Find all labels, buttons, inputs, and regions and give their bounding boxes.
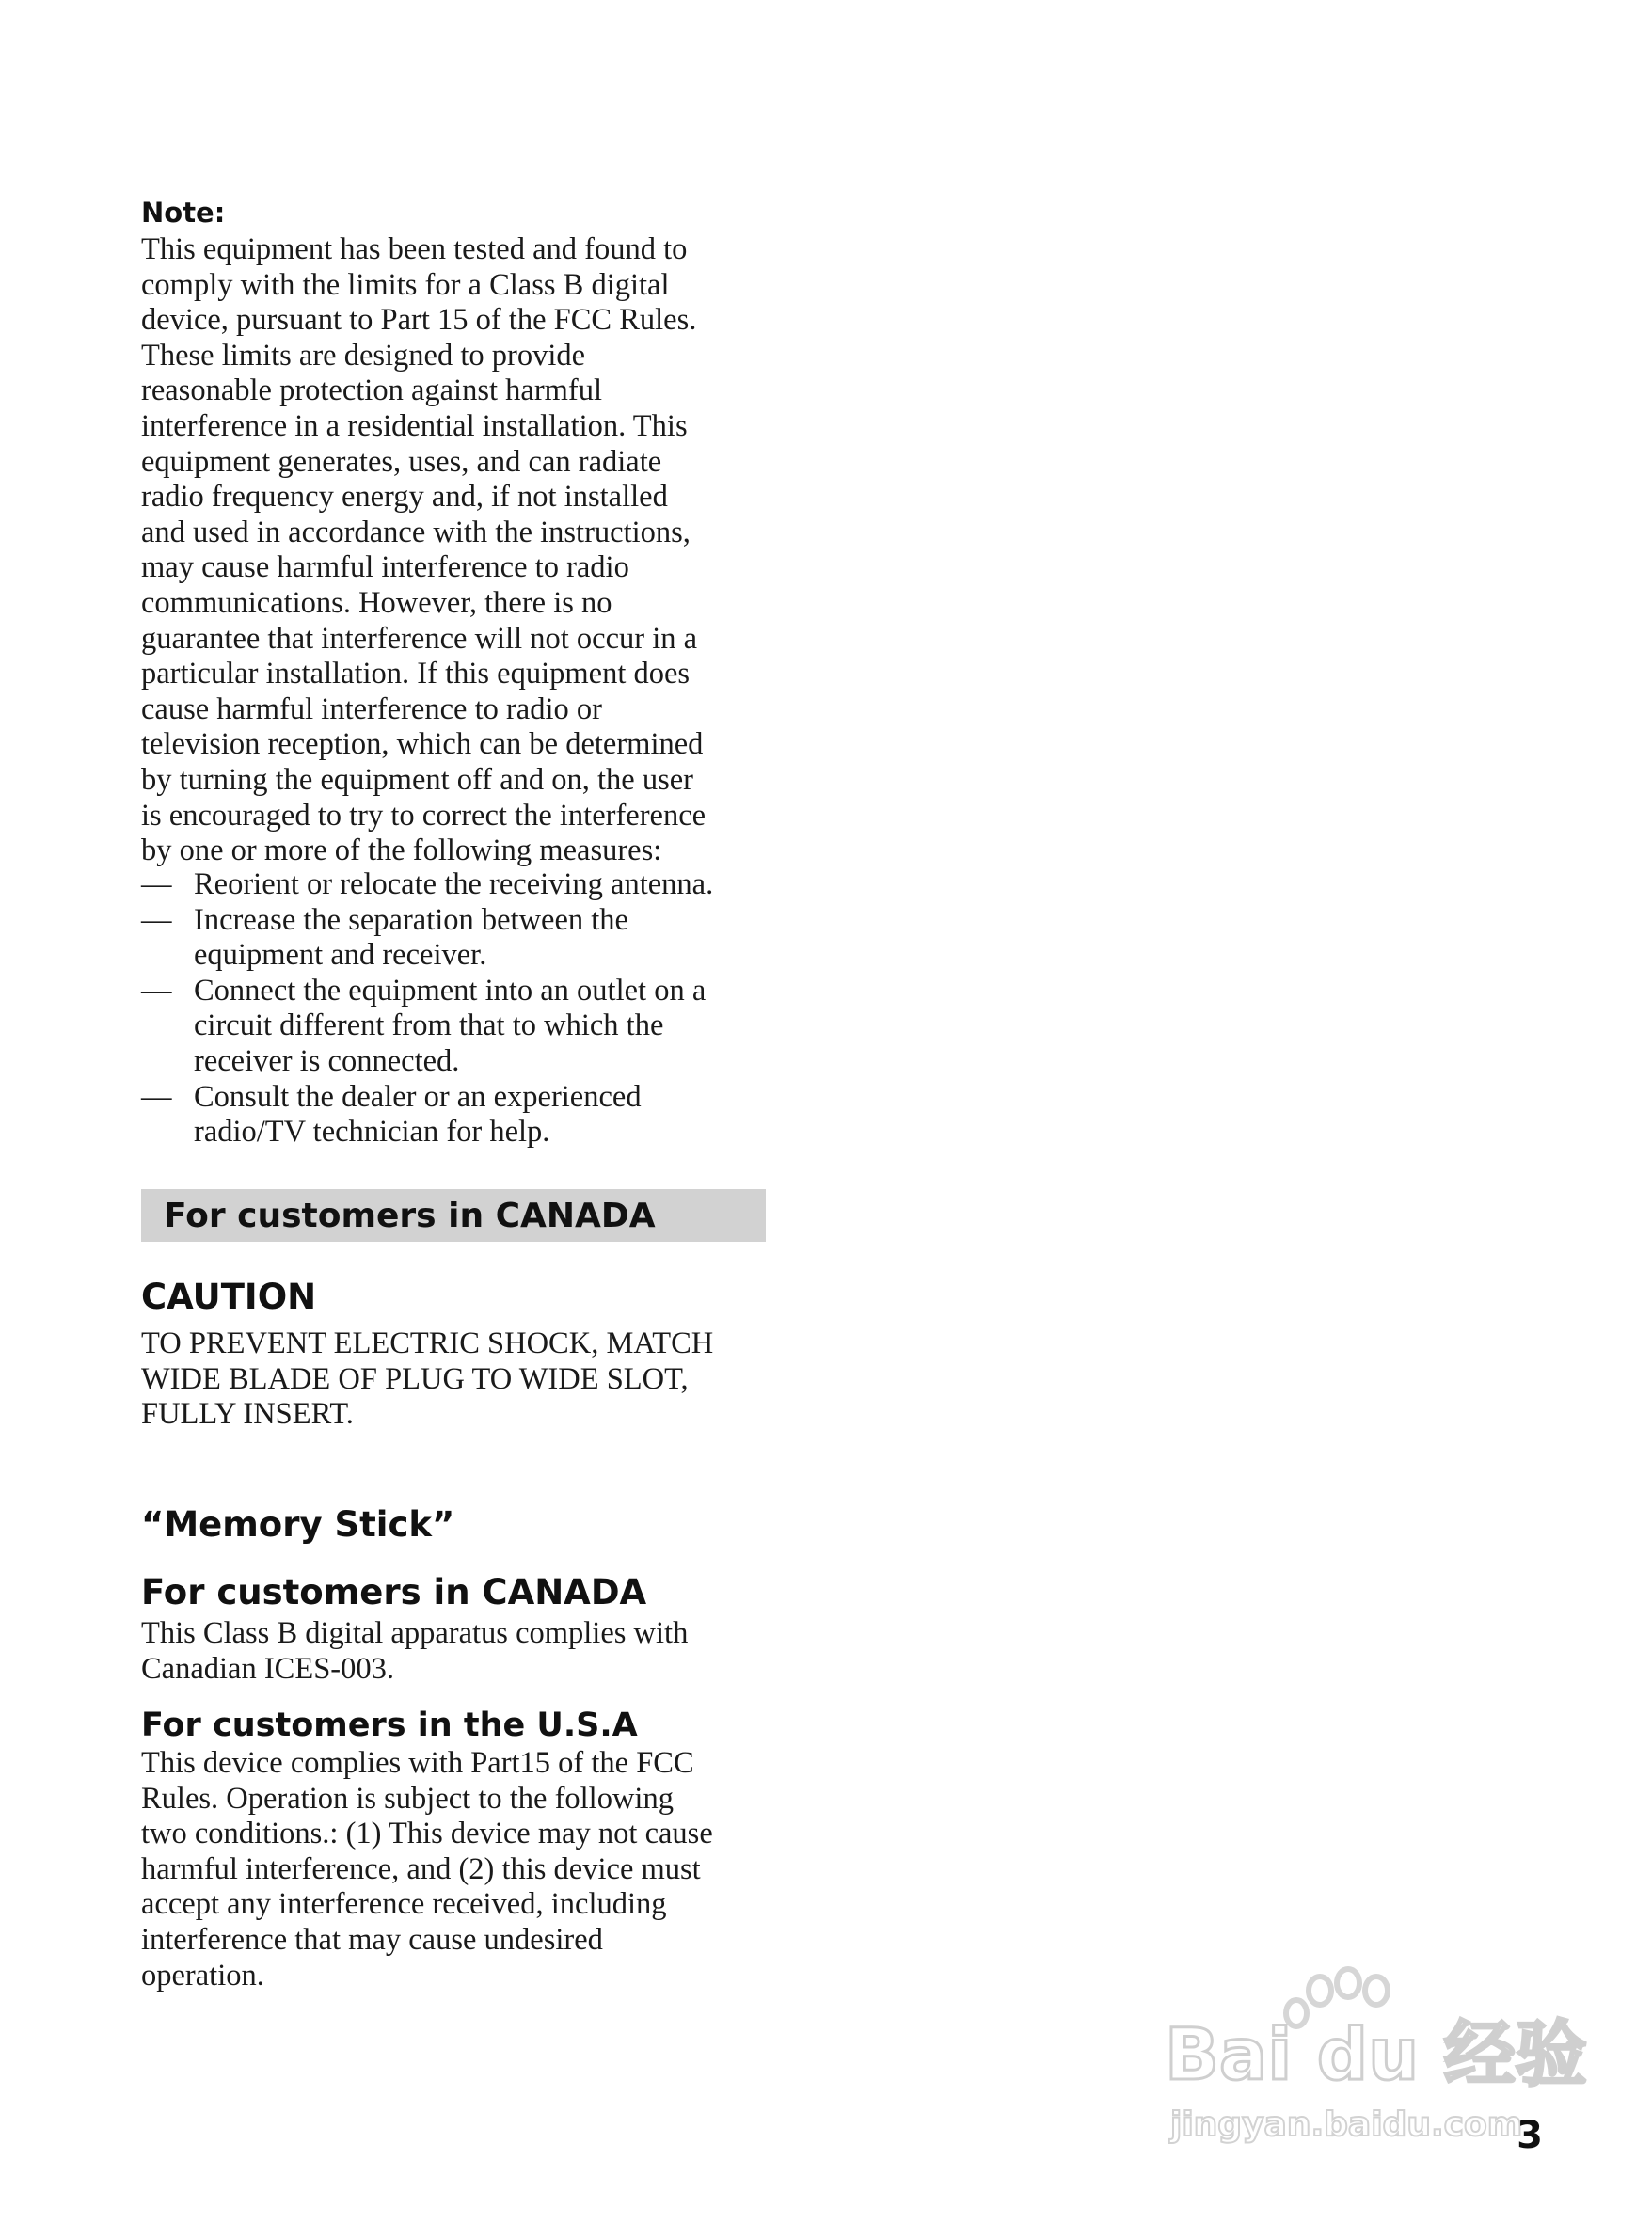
dash-bullet: — (141, 867, 172, 901)
list-item (141, 903, 771, 974)
note-line: cause harmful interference to radio or (141, 691, 602, 726)
canada-line: This Class B digital apparatus complies with (141, 1616, 689, 1650)
baidu-watermark (1155, 1966, 1587, 2157)
note-line: These limits are designed to provide (141, 338, 586, 373)
usa-line: interference that may cause undesired (141, 1922, 603, 1957)
usa-paragraph (141, 1746, 771, 1993)
caution-heading: CAUTION (141, 1277, 317, 1317)
canada-subheading: For customers in CANADA (141, 1572, 647, 1612)
list-item (141, 1080, 771, 1151)
note-line: equipment generates, uses, and can radiate (141, 444, 662, 479)
section-banner (141, 1189, 766, 1242)
note-line: interference in a residential installation. This (141, 408, 688, 443)
memory-stick-heading: “Memory Stick” (141, 1504, 455, 1545)
usa-line: accept any interference received, including (141, 1887, 667, 1922)
caution-line: WIDE BLADE OF PLUG TO WIDE SLOT, (141, 1361, 689, 1396)
measure-line: radio/TV technician for help. (194, 1115, 550, 1150)
note-line: guarantee that interference will not occur in a (141, 621, 698, 656)
dash-bullet: — (141, 973, 172, 1008)
note-line: is encouraged to try to correct the interference (141, 798, 707, 833)
usa-line: operation. (141, 1958, 264, 1993)
watermark-url-text: jingyan.baidu.com (1170, 2105, 1523, 2144)
watermark-logo-text: Bai du 经验 (1165, 2012, 1587, 2096)
caution-line: FULLY INSERT. (141, 1397, 354, 1432)
list-item (141, 974, 771, 1080)
caution-paragraph (141, 1326, 771, 1433)
note-line: This equipment has been tested and found to (141, 232, 688, 266)
measures-list (141, 867, 771, 1151)
note-line: and used in accordance with the instructions, (141, 515, 691, 549)
note-paragraph (141, 232, 771, 869)
note-line: radio frequency energy and, if not installed (141, 480, 668, 515)
page-number: 3 (1517, 2114, 1543, 2157)
usa-line: Rules. Operation is subject to the following (141, 1781, 674, 1816)
note-line: may cause harmful interference to radio (141, 550, 629, 585)
note-line: comply with the limits for a Class B digital (141, 267, 670, 302)
list-item (141, 867, 771, 903)
measure-line: receiver is connected. (194, 1043, 460, 1078)
note-line: television reception, which can be determined (141, 727, 704, 762)
note-label: Note: (141, 197, 226, 229)
usa-line: This device complies with Part15 of the FCC (141, 1746, 694, 1780)
measure-line: Connect the equipment into an outlet on a (194, 973, 707, 1008)
note-line: particular installation. If this equipment does (141, 657, 691, 691)
dash-bullet: — (141, 902, 172, 937)
note-line: communications. However, there is no (141, 585, 612, 620)
measure-line: Reorient or relocate the receiving antenna. (194, 867, 714, 901)
usa-subheading: For customers in the U.S.A (141, 1707, 638, 1744)
note-line: by one or more of the following measures: (141, 834, 662, 868)
measure-line: equipment and receiver. (194, 938, 487, 973)
usa-line: harmful interference, and (2) this device must (141, 1851, 701, 1886)
caution-line: TO PREVENT ELECTRIC SHOCK, MATCH (141, 1326, 714, 1360)
measure-line: circuit different from that to which the (194, 1008, 664, 1043)
measure-line: Consult the dealer or an experienced (194, 1079, 642, 1114)
usa-line: two conditions.: (1) This device may not cause (141, 1817, 713, 1851)
note-line: device, pursuant to Part 15 of the FCC Rules. (141, 303, 697, 338)
measure-line: Increase the separation between the (194, 902, 628, 937)
dash-bullet: — (141, 1079, 172, 1114)
section-banner-title: For customers in CANADA (164, 1197, 656, 1235)
canada-line: Canadian ICES-003. (141, 1651, 394, 1686)
canada-paragraph (141, 1616, 771, 1687)
note-line: reasonable protection against harmful (141, 373, 603, 408)
note-line: by turning the equipment off and on, the user (141, 762, 693, 797)
